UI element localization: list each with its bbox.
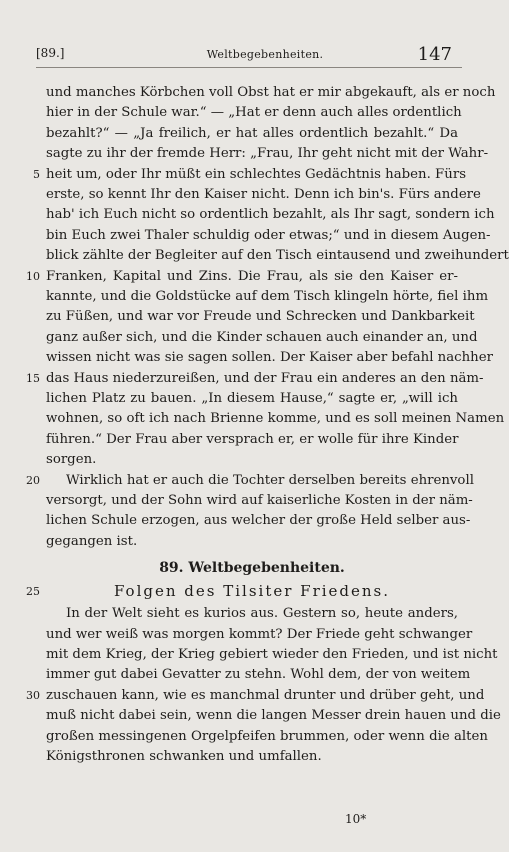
text-line: gegangen ist.: [46, 533, 138, 549]
line-number: 15: [26, 371, 40, 385]
text-line: hier in der Schule war.“ — „Hat er denn auch alles ordentlich: [46, 105, 462, 121]
text-line: heit um, oder Ihr müßt ein schlechtes Gedächtnis haben. Fürs: [46, 166, 467, 182]
line-number: 25: [26, 585, 40, 599]
text-line: wissen nicht was sie sagen sollen. Der Kaiser aber befahl nachher: [46, 350, 493, 366]
text-line: Franken, Kapital und Zins. Die Frau, als sie den Kaiser er-: [46, 268, 458, 284]
text-line: zuschauen kann, wie es manchmal drunter und drüber geht, und: [46, 687, 485, 703]
text-line: Königsthronen schwanken und umfallen.: [46, 749, 322, 764]
line-number: 30: [26, 688, 40, 702]
text-line: blick zählte der Begleiter auf den Tisch eintausend und zweihundert: [46, 248, 509, 264]
text-line: zu Füßen, und war vor Freude und Schrecken und Dankbarkeit: [46, 309, 475, 325]
text-line: versorgt, und der Sohn wird auf kaiserliche Kosten in der näm-: [46, 493, 473, 508]
line-number: 10: [26, 269, 40, 283]
text-line: immer gut dabei Gevatter zu stehn. Wohl dem, der von weitem: [46, 667, 471, 683]
section-number-bracket: [89.]: [36, 46, 65, 60]
text-line: sagte zu ihr der fremde Herr: „Frau, Ihr geht nicht mit der Wahr-: [46, 146, 489, 162]
text-line: In der Welt sieht es kurios aus. Gestern so, heute anders,: [66, 606, 458, 622]
section-subtitle: Folgen des Tilsiter Friedens.: [113, 582, 391, 601]
running-title: Weltbegebenheiten.: [206, 48, 324, 61]
text-line: und wer weiß was morgen kommt? Der Friede geht schwanger: [46, 626, 473, 642]
text-line: erste, so kennt Ihr den Kaiser nicht. Denn ich bin's. Fürs andere: [46, 187, 481, 202]
text-line: führen.“ Der Frau aber versprach er, er wolle für ihre Kinder: [46, 431, 459, 447]
section-title: 89. Weltbegebenheiten.: [159, 560, 345, 577]
text-line: muß nicht dabei sein, wenn die langen Messer drein hauen und die: [46, 708, 501, 724]
text-line: wohnen, so oft ich nach Brienne komme, und es soll meinen Namen: [46, 411, 505, 427]
text-line: das Haus niederzureißen, und der Frau ein anderes an den näm-: [46, 370, 484, 386]
text-line: kannte, und die Goldstücke auf dem Tisch klingeln hörte, fiel ihm: [46, 289, 489, 304]
text-line: sorgen.: [46, 452, 97, 468]
text-line: lichen Platz zu bauen. „In diesem Hause,“ sagte er, „will ich: [46, 391, 458, 406]
text-line: lichen Schule erzogen, aus welcher der große Held selber aus-: [46, 513, 471, 529]
text-line: bin Euch zwei Thaler schuldig oder etwas;“ und in diesem Augen-: [46, 227, 491, 243]
line-number: 5: [33, 167, 40, 181]
printer-signature: 10*: [345, 812, 367, 826]
text-line: mit dem Krieg, der Krieg gebiert wieder den Frieden, und ist nicht: [46, 647, 498, 662]
running-header: [0, 46, 504, 66]
page-number: 147: [417, 44, 452, 65]
text-line: bezahlt?“ — „Ja freilich, er hat alles ordentlich bezahlt.“ Da: [46, 125, 458, 141]
text-line: Wirklich hat er auch die Tochter derselben bereits ehrenvoll: [66, 472, 474, 488]
line-number: 20: [26, 473, 40, 487]
text-line: großen messingenen Orgelpfeifen brummen, oder wenn die alten: [46, 728, 488, 744]
text-line: hab' ich Euch nicht so ordentlich bezahlt, als Ihr sagt, sondern ich: [46, 207, 495, 223]
text-line: und manches Körbchen voll Obst hat er mir abgekauft, als er noch: [46, 85, 496, 100]
header-rule: [36, 67, 462, 68]
text-line: ganz außer sich, und die Kinder schauen auch einander an, und: [46, 329, 478, 345]
